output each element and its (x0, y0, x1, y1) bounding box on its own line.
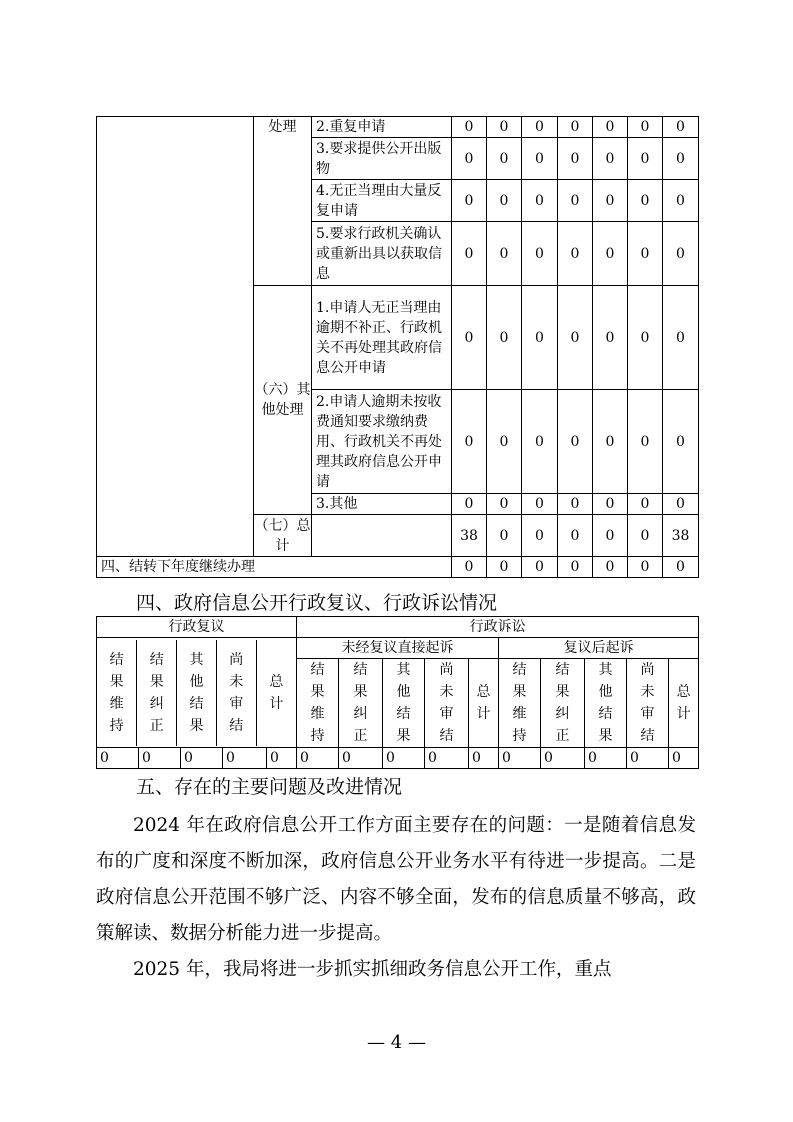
page-number: — 4 — (367, 1032, 426, 1053)
row-value-5: 0 (593, 286, 628, 390)
row-value-1: 0 (452, 180, 487, 222)
review-col-header: 总 计 (256, 640, 296, 746)
row-value-6: 0 (628, 117, 663, 138)
row-value-3: 0 (522, 138, 558, 180)
row-value-5: 0 (593, 180, 628, 222)
row-value-4: 0 (558, 180, 593, 222)
row-value-7: 0 (663, 286, 699, 390)
row-value-7: 0 (663, 494, 699, 515)
value-cell: 0 (339, 748, 383, 769)
row-label: 2.重复申请 (312, 117, 452, 138)
review-columns-grid (97, 640, 296, 746)
row-value-6: 0 (628, 222, 663, 286)
row-value-3: 0 (522, 390, 558, 494)
review-litigation-table (96, 616, 699, 769)
carry-value-1: 0 (452, 557, 487, 578)
row-value-5: 0 (593, 390, 628, 494)
direct-col-header: 结 果 纠 正 (339, 659, 383, 748)
blank-category-cell (97, 117, 254, 557)
row-value-3: 0 (522, 494, 558, 515)
row-value-1: 0 (452, 286, 487, 390)
row-value-3: 0 (522, 222, 558, 286)
row-value-4: 0 (558, 494, 593, 515)
row-label: 1.申请人无正当理由逾期不补正、行政机关不再处理其政府信息公开申请 (312, 286, 452, 390)
row-value-4: 0 (558, 222, 593, 286)
row-value-6: 0 (628, 390, 663, 494)
row-value-5: 0 (593, 494, 628, 515)
row-label: 3.要求提供公开出版物 (312, 138, 452, 180)
review-col-header: 结 果 维 持 (109, 651, 124, 734)
litigation-header: 行政诉讼 (297, 617, 699, 638)
total-value-5: 0 (593, 515, 628, 557)
after-col-header: 尚 未 审 结 (627, 659, 669, 748)
row-value-2: 0 (487, 286, 522, 390)
row-value-1: 0 (452, 222, 487, 286)
total-label: （七）总计 (254, 515, 312, 557)
review-header: 行政复议 (97, 617, 297, 638)
row-value-1: 0 (452, 117, 487, 138)
row-value-7: 0 (663, 138, 699, 180)
row-label: 3.其他 (312, 494, 452, 515)
total-value-6: 0 (628, 515, 663, 557)
carry-over-label: 四、结转下年度继续办理 (97, 557, 452, 578)
carry-value-7: 0 (663, 557, 699, 578)
carry-value-2: 0 (487, 557, 522, 578)
value-cell: 0 (97, 748, 139, 769)
row-value-4: 0 (558, 117, 593, 138)
value-cell: 0 (383, 748, 425, 769)
row-value-2: 0 (487, 138, 522, 180)
section-4-title: 四、政府信息公开行政复议、行政诉讼情况 (136, 592, 498, 614)
after-col-header: 其 他 结 果 (585, 659, 627, 748)
group-other-label: （六）其他处理 (254, 286, 312, 515)
total-value-3: 0 (522, 515, 558, 557)
carry-value-4: 0 (558, 557, 593, 578)
value-cell: 0 (627, 748, 669, 769)
row-value-5: 0 (593, 222, 628, 286)
after-col-header: 结 果 维 持 (499, 659, 541, 748)
row-value-6: 0 (628, 286, 663, 390)
row-value-7: 0 (663, 117, 699, 138)
row-value-7: 0 (663, 180, 699, 222)
row-value-2: 0 (487, 180, 522, 222)
value-cell: 0 (669, 748, 699, 769)
row-value-1: 0 (452, 138, 487, 180)
review-col-header: 其 他 结 果 (177, 640, 217, 746)
review-columns (97, 638, 297, 748)
total-value-4: 0 (558, 515, 593, 557)
row-value-6: 0 (628, 180, 663, 222)
row-value-4: 0 (558, 286, 593, 390)
row-value-7: 0 (663, 390, 699, 494)
review-col-header: 结 果 纠 正 (137, 640, 177, 746)
row-value-6: 0 (628, 494, 663, 515)
after-review-suit-header: 复议后起诉 (499, 638, 699, 659)
row-label: 2.申请人逾期未按收费通知要求缴纳费用、行政机关不再处理其政府信息公开申请 (312, 390, 452, 494)
row-value-1: 0 (452, 494, 487, 515)
value-cell: 0 (469, 748, 499, 769)
application-handling-table (96, 116, 699, 578)
value-cell: 0 (267, 748, 297, 769)
row-value-2: 0 (487, 390, 522, 494)
row-value-4: 0 (558, 390, 593, 494)
total-value-1: 38 (452, 515, 487, 557)
value-cell: 0 (499, 748, 541, 769)
row-value-2: 0 (487, 117, 522, 138)
total-value-7: 38 (663, 515, 699, 557)
after-col-header: 总 计 (669, 659, 699, 748)
row-value-2: 0 (487, 494, 522, 515)
section-5-title: 五、存在的主要问题及改进情况 (136, 776, 403, 798)
row-value-3: 0 (522, 286, 558, 390)
value-cell: 0 (297, 748, 339, 769)
carry-value-6: 0 (628, 557, 663, 578)
row-value-3: 0 (522, 180, 558, 222)
row-value-2: 0 (487, 222, 522, 286)
row-value-5: 0 (593, 117, 628, 138)
group-processing-label: 处理 (254, 117, 312, 286)
row-value-3: 0 (522, 117, 558, 138)
direct-col-header: 结 果 维 持 (297, 659, 339, 748)
carry-over-row (97, 557, 699, 578)
value-cell: 0 (541, 748, 585, 769)
row-label: 4.无正当理由大量反复申请 (312, 180, 452, 222)
row-value-4: 0 (558, 138, 593, 180)
table-row (97, 117, 699, 138)
after-col-header: 结 果 纠 正 (541, 659, 585, 748)
row-value-7: 0 (663, 222, 699, 286)
value-cell: 0 (181, 748, 223, 769)
carry-value-5: 0 (593, 557, 628, 578)
row-value-5: 0 (593, 138, 628, 180)
value-cell: 0 (425, 748, 469, 769)
carry-value-3: 0 (522, 557, 558, 578)
value-cell: 0 (139, 748, 181, 769)
direct-suit-header: 未经复议直接起诉 (297, 638, 499, 659)
value-cell: 0 (585, 748, 627, 769)
direct-col-header: 总 计 (469, 659, 499, 748)
value-cell: 0 (223, 748, 267, 769)
row-value-6: 0 (628, 138, 663, 180)
total-value-2: 0 (487, 515, 522, 557)
total-blank-cell (312, 515, 452, 557)
row-value-1: 0 (452, 390, 487, 494)
direct-col-header: 尚 未 审 结 (425, 659, 469, 748)
paragraph-plan: 2025 年，我局将进一步抓实抓细政务信息公开工作，重点 (133, 959, 612, 980)
review-col-header: 尚 未 审 结 (216, 640, 256, 746)
paragraph-problems: 2024 年在政府信息公开工作方面主要存在的问题：一是随着信息发布的广度和深度不断加深，政府信息公开业务水平有待进一步提高。二是政府信息公开范围不够广泛、内容不够全面，发布的信息质量不够高，政策解读、数据分析能力进一步提高。 (96, 815, 696, 944)
direct-col-header: 其 他 结 果 (383, 659, 425, 748)
row-label: 5.要求行政机关确认或重新出具以获取信息 (312, 222, 452, 286)
